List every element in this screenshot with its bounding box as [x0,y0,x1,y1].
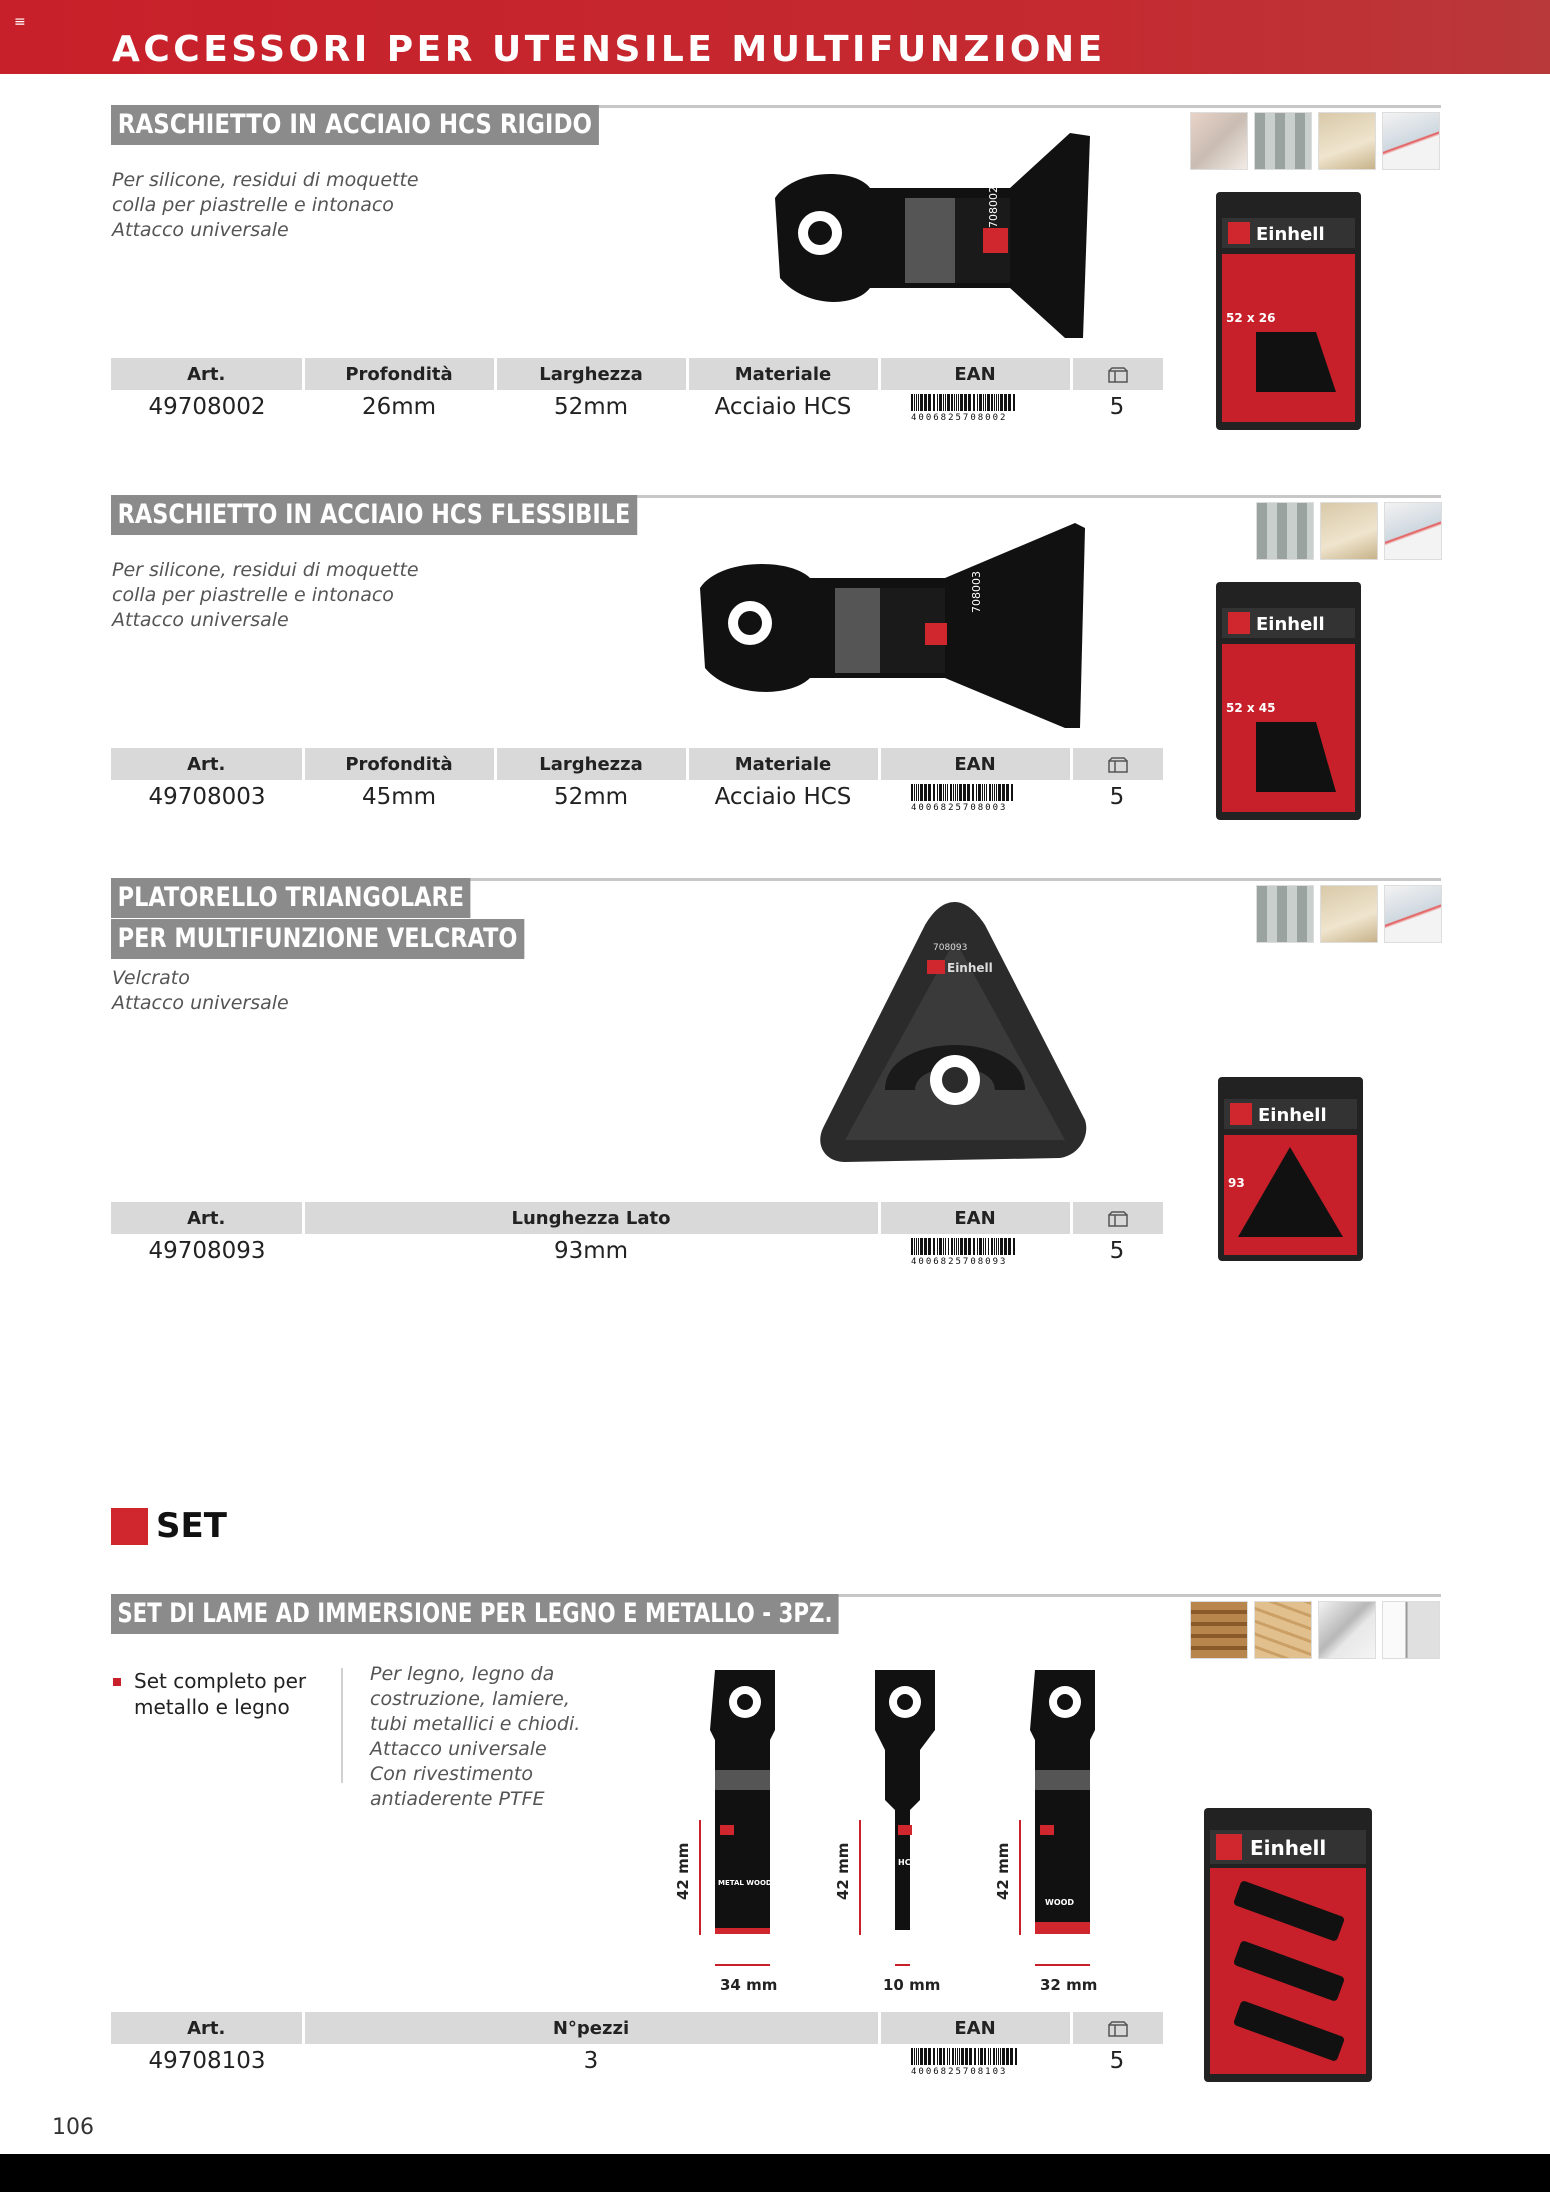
barcode-bar [994,784,995,801]
barcode-bar [914,394,915,411]
barcode-bar [924,2048,927,2065]
thumb-lumber-icon [1254,1601,1312,1659]
blade-print-text: 708093 [933,943,968,953]
column-header-pack [1071,2012,1163,2044]
column-header-pack [1071,358,1163,390]
barcode-bar [916,2048,917,2065]
barcode-bar [986,784,987,801]
cell-larghezza: 52mm [553,784,629,810]
thumb-wall-icon [1190,112,1248,170]
pack-size-text: 93 [1228,1176,1245,1190]
barcode-bar [961,2048,964,2065]
barcode-bar [974,2048,976,2065]
barcode-bar [998,1238,999,1255]
barcode-bar [924,1238,927,1255]
ean-number: 4006825708103 [911,2067,1008,2075]
barcode-bar [990,2048,991,2065]
barcode-bar [939,2048,942,2065]
product-package-image [1204,1808,1372,2082]
table-row [111,780,1163,814]
cell-qty: 5 [1109,394,1125,420]
ean-number: 4006825708093 [911,1257,1008,1265]
barcode-bar [1008,1238,1011,1255]
column-header-profondita: Profondità [303,358,495,390]
blade-print-text: 708003 [970,571,983,613]
barcode-bar [998,784,1001,801]
dimension-label: 42 mm [834,1842,852,1900]
cell-profondita: 45mm [361,784,437,810]
thumb-plaster-icon [1318,112,1376,170]
cell-art: 49708002 [148,394,266,420]
barcode-bar [967,784,970,801]
barcode-bar [1000,2048,1001,2065]
barcode-bar [939,1238,942,1255]
barcode-bar [916,1238,917,1255]
barcode-bar [928,1238,931,1255]
barcode-bar [957,2048,958,2065]
barcode-bar [945,784,946,801]
application-thumbnails [1256,885,1442,943]
barcode-bar [977,1238,978,1255]
column-header-art: Art. [111,358,303,390]
cell-art: 49708103 [148,2048,266,2074]
barcode-bar [945,1238,946,1255]
product-description: Velcrato Attacco universale [112,967,289,1014]
barcode-bar [960,394,963,411]
product-description: Per silicone, residui di moquette colla per piastrelle e intonaco Attacco universale [112,559,419,631]
product-package-image [1216,192,1361,430]
barcode-bar [914,784,915,801]
barcode-bar [965,2048,968,2065]
barcode-bar [952,2048,954,2065]
product-title: PER MULTIFUNZIONE VELCRATO [111,919,524,959]
barcode-bar [918,394,919,411]
barcode-bar [947,2048,948,2065]
set-marker-square [111,1508,148,1545]
barcode-bar [977,394,978,411]
barcode-bar [996,2048,997,2065]
dimension-label: 42 mm [994,1842,1012,1900]
barcode-bar [983,1238,984,1255]
cell-ean [879,780,1071,814]
ean-number: 4006825708002 [911,413,1008,421]
barcode-bar [978,2048,979,2065]
cell-ean [879,1234,1071,1268]
column-header-larghezza: Larghezza [495,358,687,390]
page-footer-bar [0,2154,1550,2192]
cell-materiale: Acciaio HCS [714,394,852,420]
barcode-bar [918,784,919,801]
barcode-bar [953,784,954,801]
barcode-bar [979,1238,982,1255]
ean-number: 4006825708003 [911,803,1008,811]
blade-set-image [670,1660,1140,2000]
thumb-plaster-icon [1320,502,1378,560]
barcode-bar [943,784,944,801]
barcode-bar [984,2048,986,2065]
barcode-bar [985,394,986,411]
page-number: 106 [52,2115,94,2140]
barcode-bar [1002,784,1005,801]
cell-pezzi: 3 [583,2048,599,2074]
barcode-bar [958,394,959,411]
table-row [111,2044,1163,2078]
column-header-ean: EAN [879,2012,1071,2044]
cell-materiale: Acciaio HCS [714,784,852,810]
barcode-bar [958,1238,959,1255]
barcode-bar [928,784,931,801]
barcode-bar [991,1238,993,1255]
barcode-bar [973,1238,975,1255]
dimension-label: 10 mm [883,1976,941,1994]
barcode-bar [996,394,997,411]
barcode-bar [920,394,923,411]
cell-qty: 5 [1109,2048,1125,2074]
barcode-bar [1000,394,1003,411]
barcode-bar [989,784,991,801]
column-header-ean: EAN [879,358,1071,390]
column-header-materiale: Materiale [687,358,879,390]
cell-ean [879,2044,1071,2078]
barcode-bar [991,394,993,411]
pack-size-text: 52 x 26 [1226,311,1276,325]
cell-qty: 5 [1109,1238,1125,1264]
spec-table [111,748,1163,814]
flexible-scraper-image [690,518,1090,733]
barcode-bar [954,394,955,411]
barcode-bar [937,784,938,801]
barcode-bar [1002,2048,1005,2065]
thumb-tiles-icon [1256,885,1314,943]
barcode-bar [992,784,993,801]
barcode-bar [955,2048,956,2065]
cell-qty: 5 [1109,784,1125,810]
barcode-bar [963,784,966,801]
barcode-bar [951,1238,953,1255]
barcode-bar [1008,394,1011,411]
barcode-bar [964,394,967,411]
barcode-bar [993,2048,995,2065]
pack-size-text: 52 x 45 [1226,701,1276,715]
barcode-bar [960,1238,963,1255]
thumb-silicone-icon [1384,885,1442,943]
barcode-bar [1000,1238,1003,1255]
cell-larghezza: 52mm [553,394,629,420]
page-title: ACCESSORI PER UTENSILE MULTIFUNZIONE [112,29,1106,70]
section-heading: SET [156,1506,227,1546]
barcode-bar [918,1238,919,1255]
barcode-bar [957,784,958,801]
dimension-label: 34 mm [720,1976,778,1994]
product-title: RASCHIETTO IN ACCIAIO HCS FLESSIBILE [111,495,637,535]
barcode-bar [1006,2048,1009,2065]
barcode-bar [994,394,995,411]
barcode-bar [943,2048,945,2065]
barcode-bar [954,1238,955,1255]
product-title: RASCHIETTO IN ACCIAIO HCS RIGIDO [111,105,599,145]
column-header-art: Art. [111,1202,303,1234]
dimension-label: 42 mm [674,1842,692,1900]
barcode-bar [968,394,971,411]
column-header-materiale: Materiale [687,748,879,780]
barcode-bar [980,2048,983,2065]
barcode-bar [968,1238,971,1255]
package-icon [1108,367,1128,383]
column-divider [341,1668,343,1783]
barcode-bar [985,1238,986,1255]
barcode-bar [982,784,983,801]
barcode-bar [916,394,917,411]
cell-art: 49708093 [148,1238,266,1264]
barcode-bar [947,784,948,801]
feature-bullet: Set completo per metallo e legno [112,1668,327,1720]
barcode-bar [914,1238,915,1255]
brand-text: Einhell [1258,1105,1327,1126]
blade-text: HCS [898,1858,917,1867]
barcode-bar [943,1238,944,1255]
spec-table [111,2012,1163,2078]
column-header-ean: EAN [879,1202,1071,1234]
barcode-bar [911,784,913,801]
barcode-image [909,783,1041,811]
barcode-bar [920,784,923,801]
barcode-bar [928,2048,931,2065]
barcode-bar [911,2048,913,2065]
thumb-silicone-icon [1384,502,1442,560]
barcode-bar [950,784,952,801]
column-header-art: Art. [111,748,303,780]
barcode-bar [920,1238,923,1255]
barcode-bar [918,2048,919,2065]
cell-profondita: 26mm [361,394,437,420]
page-header-bar [0,0,1550,74]
barcode-bar [956,394,957,411]
barcode-image [909,393,1041,421]
barcode-bar [949,2048,950,2065]
cell-ean [879,390,1071,424]
barcode-bar [988,2048,989,2065]
package-icon [1108,1211,1128,1227]
barcode-bar [945,394,946,411]
barcode-image [909,1237,1041,1265]
barcode-bar [987,394,990,411]
triangular-pad-image [815,900,1095,1170]
barcode-bar [920,2048,923,2065]
barcode-bar [928,394,931,411]
barcode-bar [988,1238,989,1255]
barcode-bar [937,1238,938,1255]
barcode-bar [998,2048,999,2065]
barcode-bar [959,784,962,801]
column-header-pezzi: N°pezzi [303,2012,879,2044]
table-row [111,1234,1163,1268]
barcode-bar [911,1238,913,1255]
barcode-bar [914,2048,915,2065]
column-header-pack [1071,1202,1163,1234]
column-header-pack [1071,748,1163,780]
brand-text: Einhell [947,961,993,975]
barcode-bar [916,784,917,801]
barcode-bar [943,394,944,411]
thumb-plaster-icon [1320,885,1378,943]
column-header-art: Art. [111,2012,303,2044]
barcode-bar [996,1238,997,1255]
table-row [111,390,1163,424]
barcode-bar [1015,2048,1017,2065]
brand-text: Einhell [1250,1836,1327,1860]
barcode-bar [1010,2048,1013,2065]
spec-table [111,358,1163,424]
dimension-label: 32 mm [1040,1976,1098,1994]
barcode-bar [972,784,974,801]
menu-icon[interactable]: ≡ [14,14,26,30]
barcode-bar [959,2048,960,2065]
product-description: Per legno, legno da costruzione, lamiere, tubi metallici e chiodi. Attacco universale Con rivestimento antiaderente PTFE [370,1663,581,1810]
barcode-bar [1006,784,1009,801]
column-header-lunghezza: Lunghezza Lato [303,1202,879,1234]
blade-print-text: 708002 [987,186,1000,228]
product-title: SET DI LAME AD IMMERSIONE PER LEGNO E METALLO - 3PZ. [111,1594,839,1634]
package-icon [1108,2021,1128,2037]
brand-text: Einhell [1256,614,1325,635]
barcode-bar [933,1238,935,1255]
barcode-bar [1004,1238,1007,1255]
bullet-icon [113,1678,121,1686]
barcode-bar [969,2048,972,2065]
barcode-bar [947,394,950,411]
barcode-bar [964,1238,967,1255]
barcode-bar [998,394,999,411]
barcode-bar [973,394,975,411]
barcode-bar [1013,1238,1015,1255]
cell-art: 49708003 [148,784,266,810]
barcode-bar [937,394,938,411]
spec-table [111,1202,1163,1268]
barcode-image [909,2047,1041,2075]
product-package-image [1218,1077,1363,1261]
barcode-bar [955,784,956,801]
thumb-tiles-icon [1256,502,1314,560]
barcode-bar [1011,784,1013,801]
package-icon [1108,757,1128,773]
barcode-bar [933,2048,935,2065]
column-header-profondita: Profondità [303,748,495,780]
application-thumbnails [1190,112,1440,170]
barcode-bar [933,784,935,801]
barcode-bar [911,394,913,411]
application-thumbnails [1256,502,1442,560]
blade-text: WOOD [1045,1898,1075,1907]
application-thumbnails [1190,1601,1440,1659]
barcode-bar [924,784,927,801]
brand-text: Einhell [1256,224,1325,245]
blade-text: METAL WOOD & NAILS [718,1879,807,1887]
barcode-bar [937,2048,938,2065]
barcode-bar [948,1238,949,1255]
thumb-sheet-icon [1382,1601,1440,1659]
barcode-bar [939,394,942,411]
barcode-bar [976,784,977,801]
barcode-bar [979,394,982,411]
product-package-image [1216,582,1361,820]
column-header-larghezza: Larghezza [495,748,687,780]
barcode-bar [994,1238,995,1255]
thumb-pipe-icon [1318,1601,1376,1659]
rigid-scraper-image [765,128,1095,343]
barcode-bar [1004,394,1007,411]
barcode-bar [996,784,997,801]
thumb-tiles-icon [1254,112,1312,170]
barcode-bar [939,784,942,801]
barcode-bar [984,784,985,801]
thumb-silicone-icon [1382,112,1440,170]
barcode-bar [924,394,927,411]
barcode-bar [951,394,953,411]
thumb-wood-icon [1190,1601,1248,1659]
barcode-bar [978,784,981,801]
product-description: Per silicone, residui di moquette colla per piastrelle e intonaco Attacco universale [112,169,419,241]
barcode-bar [1013,394,1015,411]
barcode-bar [933,394,935,411]
barcode-bar [956,1238,957,1255]
cell-lunghezza: 93mm [553,1238,629,1264]
product-title: PLATORELLO TRIANGOLARE [111,878,471,918]
column-header-ean: EAN [879,748,1071,780]
barcode-bar [983,394,984,411]
